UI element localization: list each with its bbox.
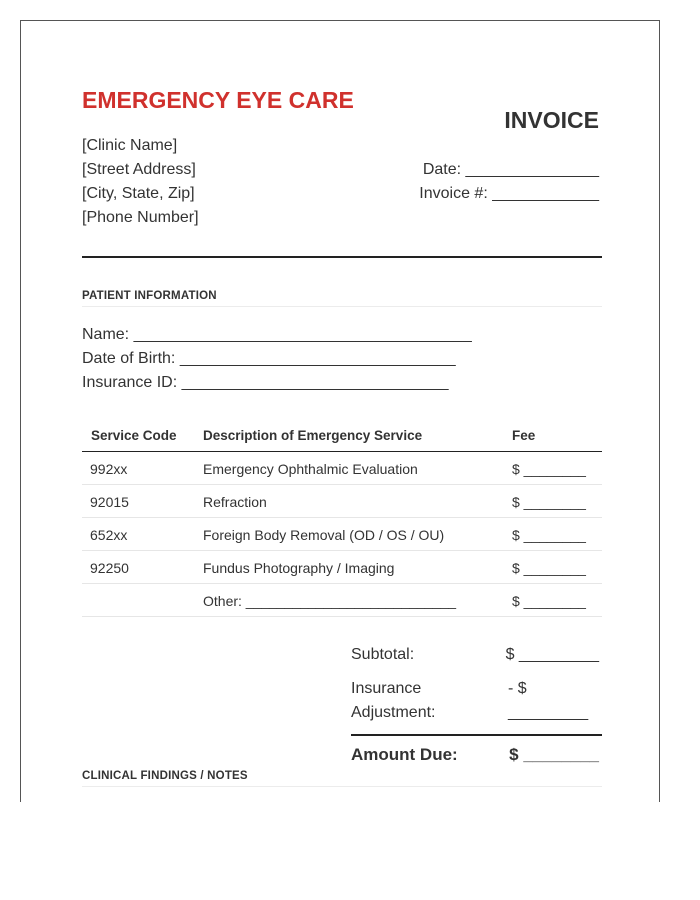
col-header-fee: Fee	[512, 428, 536, 443]
insurance-adjustment-label-line2: Adjustment:	[351, 704, 436, 721]
patient-info-heading: PATIENT INFORMATION	[82, 290, 217, 302]
service-code: 92015	[90, 494, 129, 510]
amount-due-field[interactable]: $ ________	[509, 745, 599, 764]
service-code: 992xx	[90, 461, 128, 477]
city-state-zip: [City, State, Zip]	[82, 185, 195, 202]
notes-heading-rule	[82, 786, 602, 787]
row-divider	[82, 583, 602, 584]
clinic-brand-title: EMERGENCY EYE CARE	[82, 87, 354, 113]
service-description: Emergency Ophthalmic Evaluation	[203, 461, 418, 477]
col-header-service-code: Service Code	[91, 428, 177, 443]
col-header-description: Description of Emergency Service	[203, 428, 423, 443]
amount-due-label: Amount Due:	[351, 745, 458, 764]
service-description: Refraction	[203, 494, 267, 510]
service-description: Foreign Body Removal (OD / OS / OU)	[203, 527, 445, 543]
row-divider	[82, 484, 602, 485]
service-fee-field[interactable]: $ ________	[512, 494, 586, 510]
service-fee-field[interactable]: $ ________	[512, 593, 586, 609]
insurance-adjustment-label-line1: Insurance	[351, 680, 422, 697]
service-description: Fundus Photography / Imaging	[203, 560, 395, 576]
header-divider	[82, 256, 602, 258]
amount-due-rule	[351, 734, 602, 736]
date-of-birth-field[interactable]: Date of Birth: _______________________________	[82, 350, 456, 367]
service-fee-field[interactable]: $ ________	[512, 560, 586, 576]
service-code: 92250	[90, 560, 129, 576]
row-divider	[82, 550, 602, 551]
patient-heading-rule	[82, 306, 602, 307]
subtotal-field[interactable]: $ _________	[505, 646, 599, 663]
clinic-name: [Clinic Name]	[82, 137, 178, 154]
insurance-id-field[interactable]: Insurance ID: ______________________________	[82, 374, 449, 391]
phone-number: [Phone Number]	[82, 209, 199, 226]
service-fee-field[interactable]: $ ________	[512, 527, 586, 543]
subtotal-label: Subtotal:	[351, 646, 415, 663]
invoice-title: INVOICE	[504, 107, 599, 133]
invoice-number-field[interactable]: Invoice #: ____________	[419, 185, 599, 202]
table-header-rule	[82, 451, 602, 452]
row-divider	[82, 616, 602, 617]
row-divider	[82, 517, 602, 518]
insurance-adjustment-prefix: - $	[508, 680, 527, 697]
date-field[interactable]: Date: _______________	[422, 161, 599, 178]
service-fee-field[interactable]: $ ________	[512, 461, 586, 477]
other-service-field[interactable]: Other: ___________________________	[203, 593, 457, 609]
clinical-notes-heading: CLINICAL FINDINGS / NOTES	[82, 770, 248, 782]
invoice-sheet	[20, 20, 660, 802]
patient-name-field[interactable]: Name: ______________________________________	[82, 326, 472, 343]
service-code: 652xx	[90, 527, 128, 543]
insurance-adjustment-field[interactable]: _________	[508, 704, 589, 721]
street-address: [Street Address]	[82, 161, 196, 178]
